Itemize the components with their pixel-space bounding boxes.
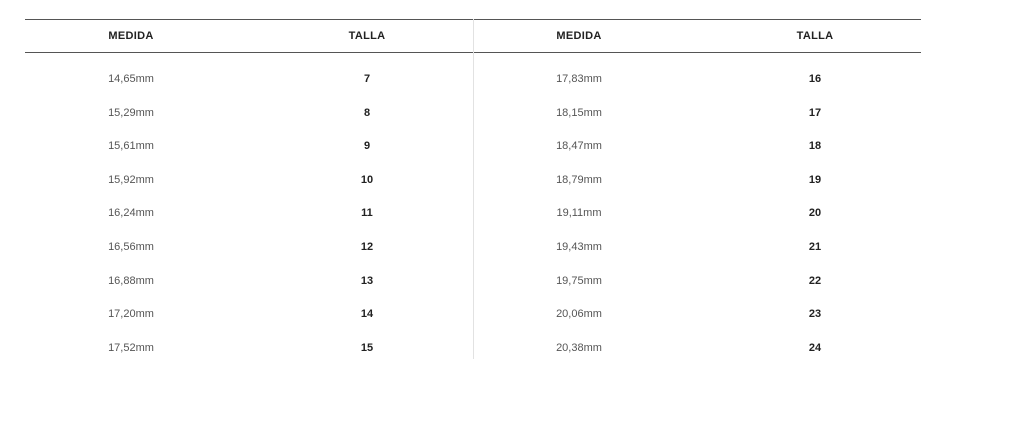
medida-cell: 15,92mm [108,173,154,186]
medida-cell: 19,43mm [556,240,602,253]
medida-cell: 20,06mm [556,308,602,321]
medida-cell: 16,88mm [108,274,154,287]
header-talla-right: TALLA [796,30,834,42]
talla-cell: 13 [360,274,374,287]
medida-cell: 19,75mm [556,274,602,287]
medida-cell: 14,65mm [108,73,154,85]
header-medida-right: MEDIDA [556,30,602,42]
table-row [25,120,921,154]
table-body [25,53,921,355]
talla-cell: 22 [808,274,822,287]
medida-cell: 19,11mm [556,207,602,220]
table-row [25,87,921,121]
medida-cell: 15,61mm [108,140,154,153]
header-medida-left: MEDIDA [108,30,154,42]
talla-cell: 18 [808,140,822,153]
talla-cell: 11 [361,207,373,220]
table-row [25,255,921,289]
medida-cell: 18,79mm [556,173,602,186]
header-talla-left: TALLA [348,30,386,42]
table-row [25,187,921,221]
talla-cell: 8 [363,106,371,119]
talla-cell: 12 [360,240,374,253]
talla-cell: 9 [363,140,371,153]
talla-cell: 23 [808,308,822,321]
talla-cell: 7 [363,73,371,85]
talla-cell: 16 [808,73,822,85]
talla-cell: 15 [360,341,374,354]
talla-cell: 20 [808,207,822,220]
medida-cell: 18,47mm [556,140,602,153]
talla-cell: 19 [808,173,822,186]
medida-cell: 16,24mm [108,207,154,220]
table-row [25,53,921,87]
table-row [25,288,921,322]
talla-cell: 14 [360,308,374,321]
medida-cell: 17,83mm [556,73,602,85]
talla-cell: 10 [360,173,374,186]
table-row [25,154,921,188]
talla-cell: 17 [808,106,822,119]
medida-cell: 17,20mm [108,308,154,321]
medida-cell: 17,52mm [108,341,154,354]
medida-cell: 15,29mm [108,106,154,119]
table-row [25,221,921,255]
table-row [25,322,921,356]
medida-cell: 18,15mm [556,106,602,119]
medida-cell: 20,38mm [556,341,602,354]
talla-cell: 21 [808,240,822,253]
medida-cell: 16,56mm [108,240,154,253]
ring-size-table [25,19,921,359]
talla-cell: 24 [808,341,822,354]
